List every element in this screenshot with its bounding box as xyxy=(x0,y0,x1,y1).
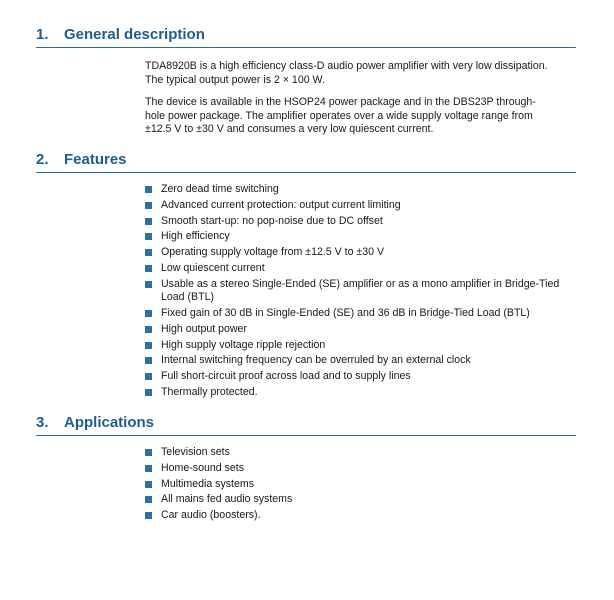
list-item-text: High supply voltage ripple rejection xyxy=(161,338,326,351)
square-bullet-icon xyxy=(145,373,152,380)
list-item-text: Full short-circuit proof across load and to supply lines xyxy=(161,370,411,383)
square-bullet-icon xyxy=(145,496,152,503)
section-features xyxy=(36,151,576,173)
section-number: 3. xyxy=(36,414,49,431)
list-item xyxy=(145,354,575,368)
list-item xyxy=(145,278,575,305)
list-item xyxy=(145,230,575,244)
list-item-text: Low quiescent current xyxy=(161,261,265,274)
description-paragraph: TDA8920B is a high efficiency class-D audio power amplifier with very low dissipation. The typical output power is 2 × 100 W. xyxy=(145,60,548,86)
list-item-text: Fixed gain of 30 dB in Single-Ended (SE) and 36 dB in Bridge-Tied Load (BTL) xyxy=(161,307,530,320)
square-bullet-icon xyxy=(145,481,152,488)
list-item-text: Home-sound sets xyxy=(161,461,245,474)
square-bullet-icon xyxy=(145,202,152,209)
list-item xyxy=(145,199,575,213)
square-bullet-icon xyxy=(145,326,152,333)
list-item xyxy=(145,183,575,197)
square-bullet-icon xyxy=(145,186,152,193)
list-item xyxy=(145,262,575,276)
square-bullet-icon xyxy=(145,233,152,240)
list-item-text: Zero dead time switching xyxy=(161,183,279,195)
list-item xyxy=(145,339,575,353)
list-item xyxy=(145,446,575,460)
list-item xyxy=(145,370,575,384)
section-applications xyxy=(36,414,576,436)
section-number: 1. xyxy=(36,26,49,43)
square-bullet-icon xyxy=(145,265,152,272)
section-title: Applications xyxy=(64,414,155,431)
list-item xyxy=(145,386,575,400)
section-general-description xyxy=(36,26,576,48)
square-bullet-icon xyxy=(145,449,152,456)
square-bullet-icon xyxy=(145,281,152,288)
square-bullet-icon xyxy=(145,218,152,225)
list-item-text: Advanced current protection: output current limiting xyxy=(161,198,401,211)
list-item xyxy=(145,215,575,229)
list-item xyxy=(145,462,575,476)
list-item-text: Multimedia systems xyxy=(161,477,255,490)
list-item-text: All mains fed audio systems xyxy=(161,493,293,506)
section-title: Features xyxy=(64,151,127,168)
list-item-text: Car audio (boosters). xyxy=(161,509,261,522)
description-paragraph: The device is available in the HSOP24 power package and in the DBS23P through-hole power package. The amplifier operates over a wide supply voltage range from ±12.5 V to ±30 V and consumes a very low quiescent current. xyxy=(145,96,536,135)
list-item xyxy=(145,478,575,492)
square-bullet-icon xyxy=(145,249,152,256)
list-item-text: Smooth start-up: no pop-noise due to DC offset xyxy=(161,214,383,227)
list-item xyxy=(145,323,575,337)
list-item-text: Internal switching frequency can be overruled by an external clock xyxy=(161,354,471,367)
list-item xyxy=(145,307,575,321)
list-item-text: Television sets xyxy=(161,446,230,458)
section-heading xyxy=(36,151,576,173)
list-item xyxy=(145,493,575,507)
section-heading xyxy=(36,414,576,436)
list-item-text: High output power xyxy=(161,322,247,335)
features-list xyxy=(145,183,575,402)
square-bullet-icon xyxy=(145,342,152,349)
square-bullet-icon xyxy=(145,310,152,317)
square-bullet-icon xyxy=(145,465,152,472)
square-bullet-icon xyxy=(145,389,152,396)
section-number: 2. xyxy=(36,151,49,168)
list-item xyxy=(145,509,575,523)
square-bullet-icon xyxy=(145,357,152,364)
list-item-text: Operating supply voltage from ±12.5 V to ±30 V xyxy=(161,246,385,259)
list-item-text: Thermally protected. xyxy=(161,386,258,399)
list-item-text: High efficiency xyxy=(161,230,230,243)
square-bullet-icon xyxy=(145,512,152,519)
section-title: General description xyxy=(64,26,205,43)
list-item xyxy=(145,246,575,260)
section-heading xyxy=(36,26,576,48)
list-item-text: Usable as a stereo Single-Ended (SE) amplifier or as a mono amplifier in Bridge-Tied Load (BTL) xyxy=(161,277,560,304)
applications-list xyxy=(145,446,575,525)
